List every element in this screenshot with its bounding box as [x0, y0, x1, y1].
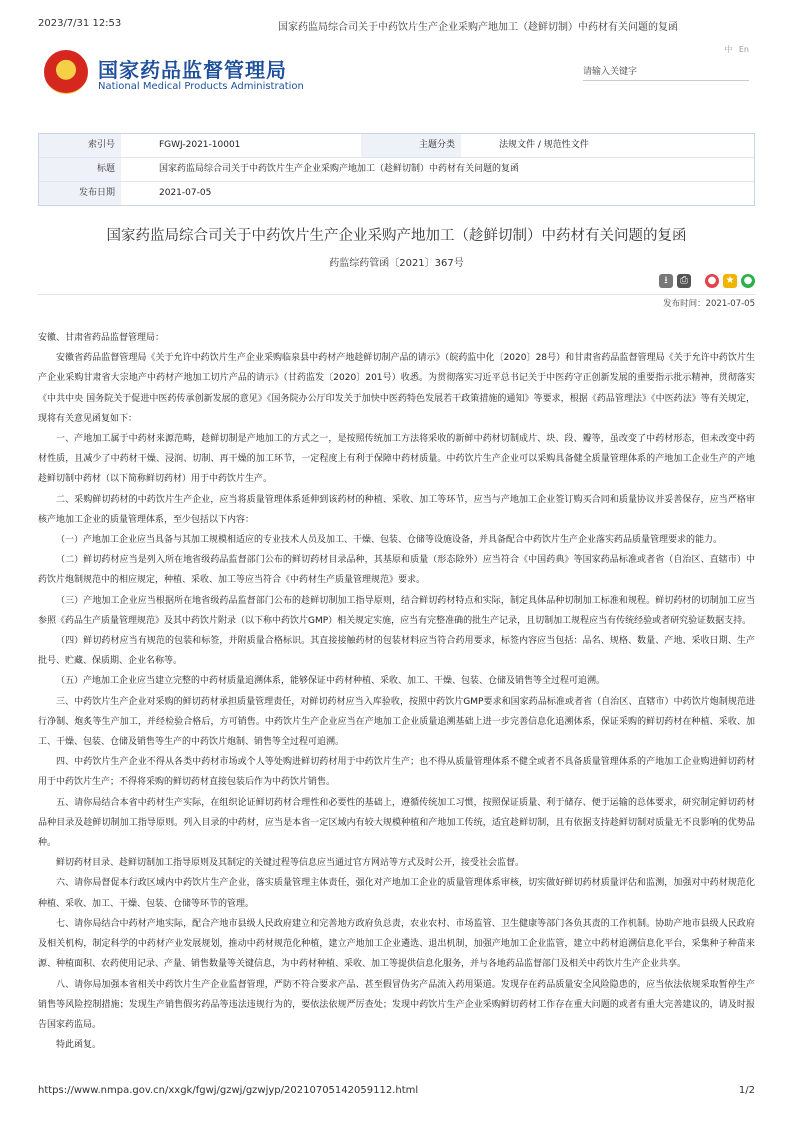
paragraph: 四、中药饮片生产企业不得从各类中药材市场或个人等处购进鲜切药材用于中药饮片生产；也不得从质量管理体系不健全或者不具备质量管理体系的产地加工企业购进鲜切药材用于中药饮片生产；不得将采购的鲜切药材直接包装后作为中药饮片销售。	[38, 757, 755, 788]
paragraph: （三）产地加工企业应当根据所在地省级药品监督部门公布的趁鲜切制加工指导原则，结合鲜切药材特点和实际，制定具体品种切制加工标准和规程。鲜切药材的切制加工应当参照《药品生产质量管理规范》及其中药饮片附录（以下称中药饮片GMP）相关规定实施，应当有完整准确的批生产记录，且切制加工规程应当有传统经验或者研究验证数据支持。	[38, 595, 755, 626]
weibo-icon[interactable]: ●	[705, 274, 719, 288]
document-number: 药监综药管函〔2021〕367号	[329, 258, 464, 269]
paragraph: （四）鲜切药材应当有规范的包装和标签，并附质量合格标识。其直接接触药材的包装材料应当符合药用要求，标签内容应当包括：品名、规格、数量、产地、采收日期、生产批号、贮藏、保质期、企业名称等。	[38, 636, 755, 667]
site-name-en[interactable]: National Medical Products Administration	[98, 81, 304, 92]
paragraph: 鲜切药材目录、趁鲜切制加工指导原则及其制定的关键过程等信息应当通过官方网站等方式及时公开，接受社会监督。	[56, 858, 525, 869]
language-switch	[720, 44, 749, 55]
meta-row	[39, 157, 754, 181]
index-value: FGWJ-2021-10001	[159, 140, 241, 150]
meta-row	[39, 181, 754, 205]
category-label: 主题分类	[361, 134, 461, 157]
article-title: 国家药监局综合司关于中药饮片生产企业采购产地加工（趁鲜切制）中药材有关问题的复函	[106, 228, 687, 244]
paragraph: （二）鲜切药材应当是列入所在地省级药品监督部门公布的鲜切药材目录品种，其基原和质量（形态除外）应当符合《中国药典》等国家药品标准或者省（自治区、直辖市）中药饮片炮制规范中的相应规定，种植、采收、加工等应当符合《中药材生产质量管理规范》要求。	[38, 555, 755, 586]
print-footer	[38, 1085, 755, 1096]
date-label: 发布日期	[39, 182, 121, 205]
page-url: https://www.nmpa.gov.cn/xxgk/fgwj/gzwj/gzwjyp/20210705142059112.html	[38, 1085, 419, 1096]
qzone-star-icon[interactable]: ★	[723, 274, 737, 288]
meta-row	[39, 134, 754, 157]
publish-time: 发布时间：2021-07-05	[38, 294, 755, 309]
paragraph: 八、请你局加强本省相关中药饮片生产企业监督管理，严防不符合要求产品、甚至假冒伪劣产品流入药用渠道。发现存在药品质量安全风险隐患的，应当依法依规采取暂停生产销售等风险控制措施；发现生产销售假劣药品等违法违规行为的，要依法依规严厉查处；发现中药饮片生产企业采购鲜切药材工作存在重大问题的或者有重大完善建议的，请及时报告国家药监局。	[38, 979, 755, 1030]
national-emblem-icon	[44, 50, 88, 94]
paragraph: 一、产地加工属于中药材来源范畴，趁鲜切制是产地加工的方式之一，是按照传统加工方法将采收的新鲜中药材切制成片、块、段、瓣等，虽改变了中药材形态，但未改变中药材性质，且减少了中药材干燥、浸润、切制、再干燥的加工环节，一定程度上有利于保障中药材质量。中药饮片生产企业可以采购具备健全质量管理体系的产地加工企业生产的产地趁鲜切制中药材（以下简称鲜切药材）用于中药饮片生产。	[38, 434, 755, 485]
wechat-icon[interactable]: ●	[741, 274, 755, 288]
download-icon[interactable]: ⭳	[659, 274, 673, 288]
article-body	[38, 328, 755, 1055]
search-input[interactable]: 请输入关键字	[583, 64, 749, 81]
share-toolbar	[659, 272, 755, 290]
date-value: 2021-07-05	[159, 188, 212, 198]
paragraph: 二、采购鲜切药材的中药饮片生产企业，应当将质量管理体系延伸到该药材的种植、采收、加工等环节，应当与产地加工企业签订购买合同和质量协议并妥善保存，应当严格审核产地加工企业的质量管理体系，至少包括以下内容：	[38, 494, 755, 525]
category-value: 法规文件 / 规范性文件	[499, 140, 589, 150]
page-number: 1/2	[738, 1085, 755, 1096]
print-page-title: 国家药监局综合司关于中药饮片生产企业采购产地加工（趁鲜切制）中药材有关问题的复函	[278, 22, 678, 33]
print-header	[38, 18, 755, 32]
lang-zh-link[interactable]: 中	[724, 45, 733, 54]
title-label: 标题	[39, 158, 121, 181]
paragraph: 安徽省药品监督管理局《关于允许中药饮片生产企业采购临泉县中药材产地趁鲜切制产品的请示》（皖药监中化〔2020〕28号）和甘肃省药品监督管理局《关于允许中药饮片生产企业采购甘肃省大宗地产中药材产地加工切片产品的请示》（甘药监发〔2020〕201号）收悉。为贯彻落实习近平总书记关于中医药守正创新发展的重要指示批示精神，贯彻落实《中共中央 国务院关于促进中医药传承创新发展的意见》《国务院办公厅印发关于加快中医药特色发展若干政策措施的通知》等要求，根据《药品管理法》《中医药法》等有关规定，现将有关意见函复如下：	[38, 353, 755, 424]
paragraph: 三、中药饮片生产企业对采购的鲜切药材承担质量管理责任，对鲜切药材应当入库验收，按照中药饮片GMP要求和国家药品标准或者省（自治区、直辖市）中药饮片炮制规范进行净制、炮炙等生产加工，并经检验合格后，方可销售。中药饮片生产企业应当在产地加工企业质量追溯基础上进一步完善信息化追溯体系，保证采购的鲜切药材在种植、采收、加工、干燥、包装、仓储及销售等生产的中药饮片炮制、销售等全过程可追溯。	[38, 696, 755, 748]
index-label: 索引号	[39, 134, 121, 157]
print-datetime: 2023/7/31 12:53	[38, 18, 122, 29]
paragraph: （五）产地加工企业应当建立完整的中药材质量追溯体系，能够保证中药材种植、采收、加工、干燥、包装、仓储及销售等全过程可追溯。	[56, 676, 606, 687]
site-name-cn[interactable]: 国家药品监督管理局	[98, 58, 287, 82]
print-icon[interactable]: ⎙	[677, 274, 691, 288]
paragraph: 七、请你局结合中药材产地实际，配合产地市县级人民政府建立和完善地方政府负总责，农业农村、市场监管、卫生健康等部门各负其责的工作机制。协助产地市县级人民政府及相关机构，制定科学的中药材产业发展规划，推动中药材规范化种植，建立产地加工企业遴选、退出机制，加强产地加工企业监管，建立中药材追溯信息化平台，采集种子种苗来源、种植面积、农药使用记录、产量、销售数量等关键信息，为中药材种植、采收、加工等提供信息化服务，并与各地药品监督部门及相关中药饮片生产企业共享。	[38, 918, 755, 970]
paragraph: 五、请你局结合本省中药材生产实际，在组织论证鲜切药材合理性和必要性的基础上，遵循传统加工习惯，按照保证质量、利于储存、便于运输的总体要求，研究制定鲜切药材品种目录及趁鲜切制加工指导原则。列入目录的中药材，应当是本省一定区域内有较大规模种植和产地加工传统，适宜趁鲜切制，且有依据支持趁鲜切制对质量无不良影响的优势品种。	[38, 797, 755, 849]
lang-en-link[interactable]: En	[738, 45, 749, 54]
paragraph: （一）产地加工企业应当具备与其加工规模相适应的专业技术人员及加工、干燥、包装、仓储等设施设备，并具备配合中药饮片生产企业落实药品质量管理要求的能力。	[56, 535, 723, 546]
paragraph: 特此函复。	[56, 1040, 102, 1051]
paragraph: 六、请你局督促本行政区域内中药饮片生产企业，落实质量管理主体责任，强化对产地加工企业的质量管理体系审核，切实做好鲜切药材质量评估和监测，加强对中药材规范化种植、采收、加工、干燥、包装、仓储等环节的管理。	[38, 878, 755, 909]
meta-table	[38, 133, 755, 206]
salutation: 安徽、甘肃省药品监督管理局：	[38, 333, 165, 343]
title-value: 国家药监局综合司关于中药饮片生产企业采购产地加工（趁鲜切制）中药材有关问题的复函	[159, 164, 520, 174]
site-header	[38, 42, 755, 102]
